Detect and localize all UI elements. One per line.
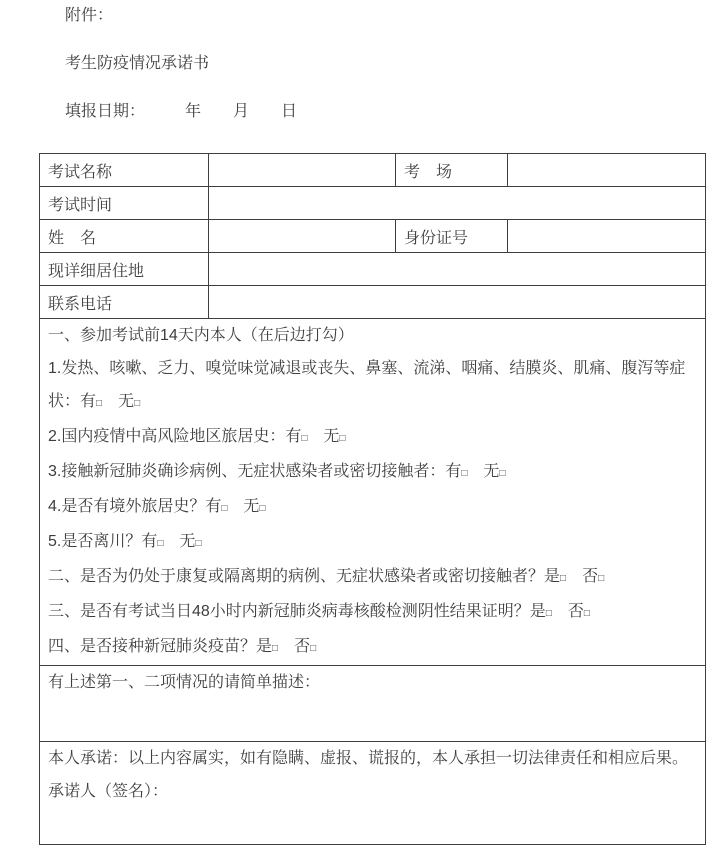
exam-time-label: 考试时间 [40,187,209,220]
id-number-value-cell [508,220,706,253]
commitment-statement: 本人承诺：以上内容属实，如有隐瞒、虚报、谎报的，本人承担一切法律责任和相应后果。 [48,750,689,767]
checkbox-glyph: □ [583,608,590,619]
declaration-item-domestic-travel: 2.国内疫情中高风险地区旅居史：有□ 无□ [48,428,346,445]
checkbox-glyph: □ [134,398,141,409]
checkbox-glyph: □ [272,643,279,654]
exam-room-label: 考 场 [396,154,508,187]
declaration-section-one-heading: 一、参加考试前14天内本人（在后边打勾） [48,327,354,344]
checkbox-glyph: □ [195,538,202,549]
phone-label: 联系电话 [40,286,209,319]
checkbox-glyph: □ [598,573,605,584]
declaration-section-two: 二、是否为仍处于康复或隔离期的病例、无症状感染者或密切接触者？是□ 否□ [48,568,605,585]
exam-room-value-cell [508,154,706,187]
checkbox-glyph: □ [560,573,567,584]
address-label: 现详细居住地 [40,253,209,286]
checkbox-glyph: □ [310,643,317,654]
name-label: 姓 名 [40,220,209,253]
document-header [0,0,716,122]
exam-name-label: 考试名称 [40,154,209,187]
checkbox-glyph: □ [96,398,103,409]
exam-name-value-cell [209,154,396,187]
checkbox-glyph: □ [157,538,164,549]
checkbox-glyph: □ [339,433,346,444]
address-row [40,253,706,286]
declaration-section-three: 三、是否有考试当日48小时内新冠肺炎病毒核酸检测阴性结果证明？是□ 否□ [48,603,590,620]
declaration-cell [40,319,706,666]
declaration-item-symptoms: 1.发热、咳嗽、乏力、嗅觉味觉减退或丧失、鼻塞、流涕、咽痛、结膜炎、肌痛、腹泻等症状：有□ 无□ [48,360,686,410]
declaration-item-overseas-travel: 4.是否有境外旅居史？有□ 无□ [48,498,266,515]
checkbox-glyph: □ [301,433,308,444]
checkbox-glyph: □ [221,503,228,514]
declaration-item-contact: 3.接触新冠肺炎确诊病例、无症状感染者或密切接触者：有□ 无□ [48,463,506,480]
checkbox-glyph: □ [545,608,552,619]
phone-value-cell [209,286,706,319]
exam-name-row [40,154,706,187]
attachment-label: 附件： [65,7,114,24]
exam-time-row [40,187,706,220]
address-value-cell [209,253,706,286]
signer-line: 承诺人（签名）： [48,783,169,800]
checkbox-glyph: □ [499,468,506,479]
phone-row [40,286,706,319]
commitment-row [40,742,706,845]
checkbox-glyph: □ [259,503,266,514]
declaration-item-left-sichuan: 5.是否离川？有□ 无□ [48,533,202,550]
description-cell: 有上述第一、二项情况的请简单描述： [40,666,706,742]
commitment-form-table [39,153,706,845]
checkbox-glyph: □ [461,468,468,479]
document-title: 考生防疫情况承诺书 [65,55,210,72]
description-row [40,666,706,742]
declaration-section-four: 四、是否接种新冠肺炎疫苗？是□ 否□ [48,638,317,655]
name-id-row [40,220,706,253]
declaration-row [40,319,706,666]
name-value-cell [209,220,396,253]
fill-date-line: 填报日期： 年 月 日 [65,103,298,120]
id-number-label: 身份证号 [396,220,508,253]
commitment-cell [40,742,706,845]
exam-time-value-cell [209,187,706,220]
